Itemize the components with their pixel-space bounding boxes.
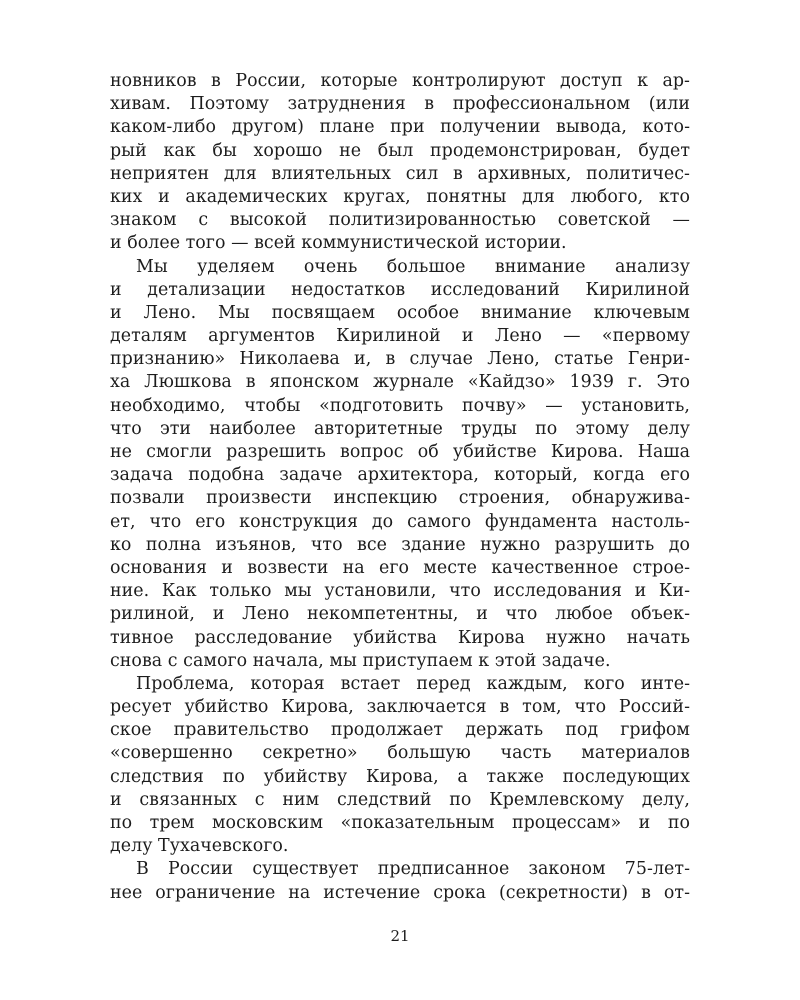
- text-line: «совершенно секретно» большую часть материалов: [110, 743, 690, 764]
- text-line: ха Люшкова в японском журнале «Кайдзо» 1939 г. Это: [110, 372, 690, 393]
- text-line: делу Тухачевского.: [110, 836, 289, 857]
- text-line: новников в России, которые контролируют доступ к ар-: [110, 71, 690, 91]
- text-line: задача подобна задаче архитектора, который, когда его: [110, 465, 690, 486]
- text-line: Мы уделяем очень большое внимание анализу: [136, 256, 690, 277]
- body-text: [110, 70, 690, 905]
- text-line: тивное расследование убийства Кирова нужно начать: [110, 627, 690, 648]
- text-line: что эти наиболее авторитетные труды по этому делу: [110, 418, 690, 439]
- text-line: деталям аргументов Кирилиной и Лено — «первому: [110, 326, 690, 347]
- text-line: ресует убийство Кирова, заключается в том, что Россий-: [110, 697, 690, 718]
- text-line: знаком с высокой политизированностью советской —: [110, 210, 690, 231]
- text-line: и Лено. Мы посвящаем особое внимание ключевым: [110, 302, 690, 323]
- text-line: следствия по убийству Кирова, а также последующих: [110, 766, 690, 787]
- text-line: ние. Как только мы установили, что исследования и Ки-: [110, 581, 690, 602]
- text-line: рилиной, и Лено некомпетентны, и что любое объек-: [110, 604, 690, 625]
- text-line: и более того — всей коммунистической истории.: [110, 233, 567, 254]
- page-number: 21: [390, 927, 410, 945]
- text-line: ких и академических кругах, понятны для любого, кто: [110, 186, 690, 207]
- text-line: основания и возвести на его месте качественное строе-: [110, 557, 690, 578]
- text-line: по трем московским «показательным процессам» и по: [110, 813, 690, 833]
- text-line: ское правительство продолжает держать под грифом: [110, 720, 690, 741]
- text-line: ет, что его конструкция до самого фундамента настоль-: [110, 511, 690, 532]
- text-line: необходимо, чтобы «подготовить почву» — установить,: [110, 395, 690, 416]
- text-line: позвали произвести инспекцию строения, обнаружива-: [110, 488, 690, 509]
- text-line: снова с самого начала, мы приступаем к этой задаче.: [110, 650, 611, 671]
- text-line: рый как бы хорошо не был продемонстрирован, будет: [110, 140, 690, 161]
- text-line: каком-либо другом) плане при получении вывода, кото-: [110, 117, 690, 138]
- text-line: ко полна изъянов, что все здание нужно разрушить до: [110, 534, 690, 555]
- text-line: и детализации недостатков исследований Кирилиной: [110, 279, 690, 300]
- text-line: нее ограничение на истечение срока (секретности) в от-: [110, 882, 690, 903]
- text-line: и связанных с ним следствий по Кремлевскому делу,: [110, 789, 690, 810]
- text-line: признанию» Николаева и, в случае Лено, статье Генри-: [110, 349, 690, 370]
- text-line: неприятен для влиятельных сил в архивных, политичес-: [110, 163, 690, 184]
- text-line: не смогли разрешить вопрос об убийстве Кирова. Наша: [110, 442, 690, 462]
- text-line: В России существует предписанное законом 75-лет-: [136, 859, 690, 880]
- text-line: хивам. Поэтому затруднения в профессиональном (или: [110, 94, 690, 115]
- text-line: Проблема, которая встает перед каждым, кого инте-: [136, 673, 690, 694]
